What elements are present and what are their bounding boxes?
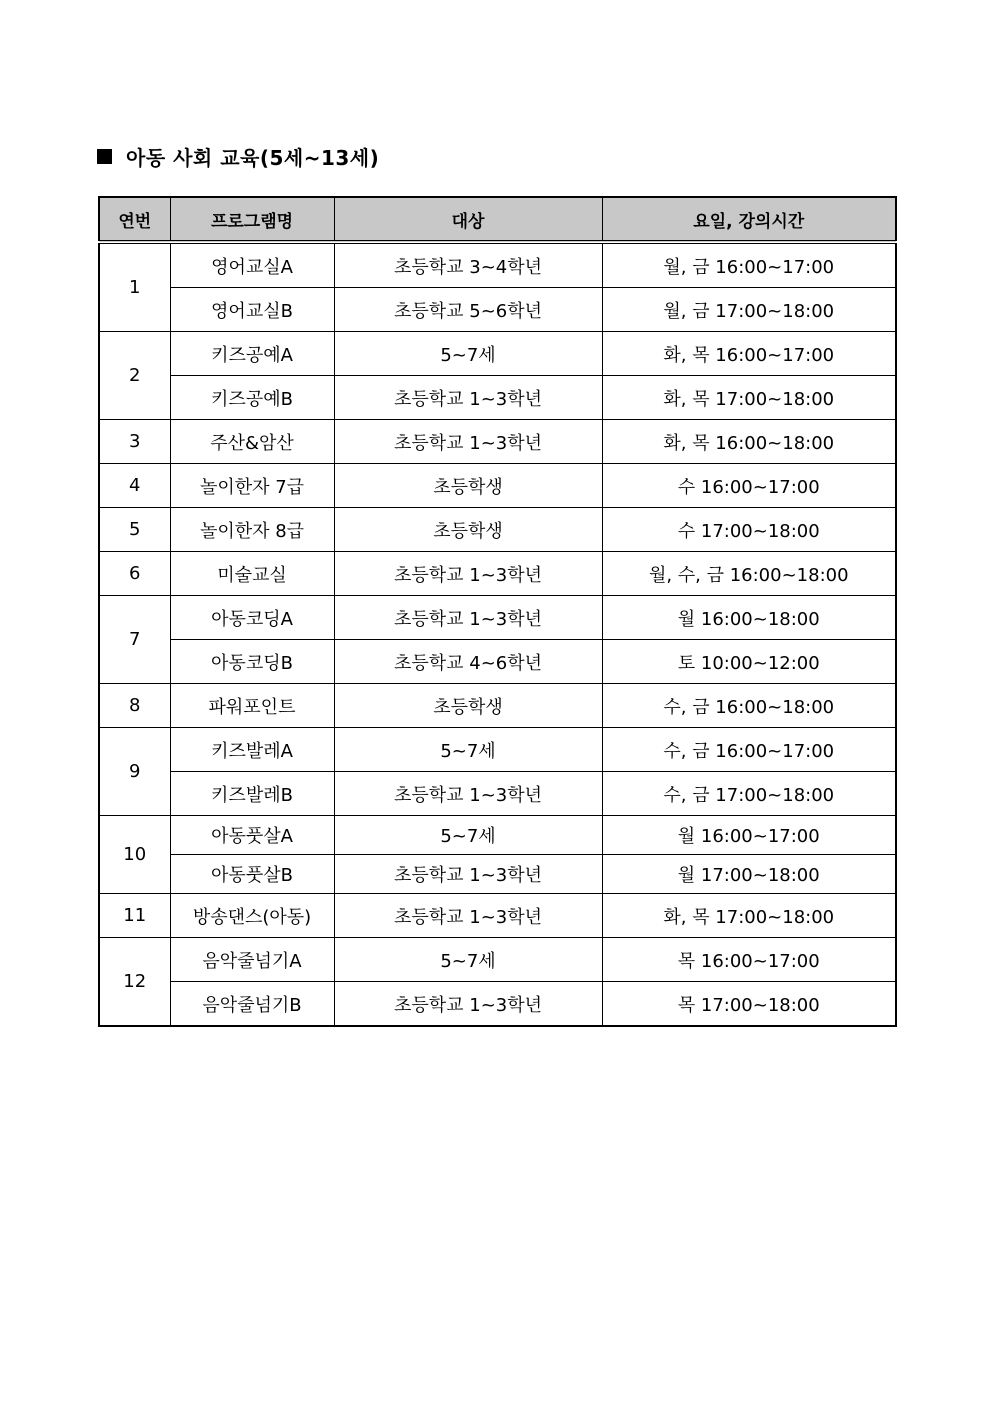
row-number: 4 [99,464,170,508]
table-row [99,772,896,816]
header-program: 프로그램명 [170,197,334,242]
program-cell: 아동풋살B [170,855,334,894]
program-cell: 아동풋살A [170,816,334,855]
time-cell: 월, 수, 금 16:00~18:00 [602,552,896,596]
program-cell: 키즈발레A [170,728,334,772]
time-cell: 목 17:00~18:00 [602,982,896,1027]
row-number: 9 [99,728,170,816]
row-number: 2 [99,332,170,420]
program-cell: 주산&암산 [170,420,334,464]
time-cell: 수, 금 17:00~18:00 [602,772,896,816]
row-number: 5 [99,508,170,552]
table-row [99,420,896,464]
table-row [99,332,896,376]
row-number: 1 [99,242,170,332]
target-cell: 초등학생 [334,684,602,728]
program-cell: 파워포인트 [170,684,334,728]
target-cell: 초등학교 1~3학년 [334,772,602,816]
row-number: 8 [99,684,170,728]
target-cell: 초등학교 1~3학년 [334,552,602,596]
time-cell: 수, 금 16:00~17:00 [602,728,896,772]
time-cell: 화, 목 17:00~18:00 [602,376,896,420]
program-cell: 영어교실B [170,288,334,332]
time-cell: 수, 금 16:00~18:00 [602,684,896,728]
target-cell: 초등학교 3~4학년 [334,242,602,288]
row-number: 3 [99,420,170,464]
target-cell: 5~7세 [334,728,602,772]
table-row [99,242,896,288]
program-cell: 키즈공예B [170,376,334,420]
row-number: 11 [99,894,170,938]
target-cell: 5~7세 [334,938,602,982]
time-cell: 월 17:00~18:00 [602,855,896,894]
table-row [99,938,896,982]
table-row [99,288,896,332]
program-cell: 놀이한자 7급 [170,464,334,508]
time-cell: 월, 금 16:00~17:00 [602,242,896,288]
time-cell: 월, 금 17:00~18:00 [602,288,896,332]
target-cell: 초등학교 4~6학년 [334,640,602,684]
target-cell: 초등학교 1~3학년 [334,855,602,894]
program-cell: 방송댄스(아동) [170,894,334,938]
program-cell: 키즈공예A [170,332,334,376]
table-row [99,640,896,684]
target-cell: 초등학생 [334,464,602,508]
square-bullet-icon [97,149,112,164]
table-row [99,982,896,1027]
header-target: 대상 [334,197,602,242]
header-time: 요일, 강의시간 [602,197,896,242]
time-cell: 토 10:00~12:00 [602,640,896,684]
table-row [99,894,896,938]
table-header-row [99,197,896,242]
table-row [99,728,896,772]
program-cell: 아동코딩B [170,640,334,684]
target-cell: 5~7세 [334,816,602,855]
program-cell: 음악줄넘기B [170,982,334,1027]
program-cell: 음악줄넘기A [170,938,334,982]
target-cell: 초등학교 1~3학년 [334,376,602,420]
target-cell: 초등학교 1~3학년 [334,982,602,1027]
time-cell: 화, 목 16:00~17:00 [602,332,896,376]
target-cell: 초등학생 [334,508,602,552]
row-number: 7 [99,596,170,684]
header-no: 연번 [99,197,170,242]
table-row [99,596,896,640]
table-row [99,464,896,508]
program-cell: 미술교실 [170,552,334,596]
time-cell: 월 16:00~18:00 [602,596,896,640]
row-number: 10 [99,816,170,894]
table-row [99,855,896,894]
heading-text: 아동 사회 교육(5세~13세) [126,145,380,170]
time-cell: 화, 목 17:00~18:00 [602,894,896,938]
table-body [99,242,896,1026]
target-cell: 5~7세 [334,332,602,376]
time-cell: 수 17:00~18:00 [602,508,896,552]
time-cell: 수 16:00~17:00 [602,464,896,508]
program-cell: 놀이한자 8급 [170,508,334,552]
row-number: 6 [99,552,170,596]
table-row [99,816,896,855]
table-row [99,508,896,552]
program-cell: 아동코딩A [170,596,334,640]
time-cell: 월 16:00~17:00 [602,816,896,855]
table-row [99,684,896,728]
time-cell: 목 16:00~17:00 [602,938,896,982]
program-cell: 키즈발레B [170,772,334,816]
program-cell: 영어교실A [170,242,334,288]
program-table [98,196,897,1027]
table-row [99,376,896,420]
target-cell: 초등학교 1~3학년 [334,596,602,640]
target-cell: 초등학교 5~6학년 [334,288,602,332]
section-heading [97,141,379,171]
target-cell: 초등학교 1~3학년 [334,420,602,464]
row-number: 12 [99,938,170,1027]
target-cell: 초등학교 1~3학년 [334,894,602,938]
table-row [99,552,896,596]
time-cell: 화, 목 16:00~18:00 [602,420,896,464]
